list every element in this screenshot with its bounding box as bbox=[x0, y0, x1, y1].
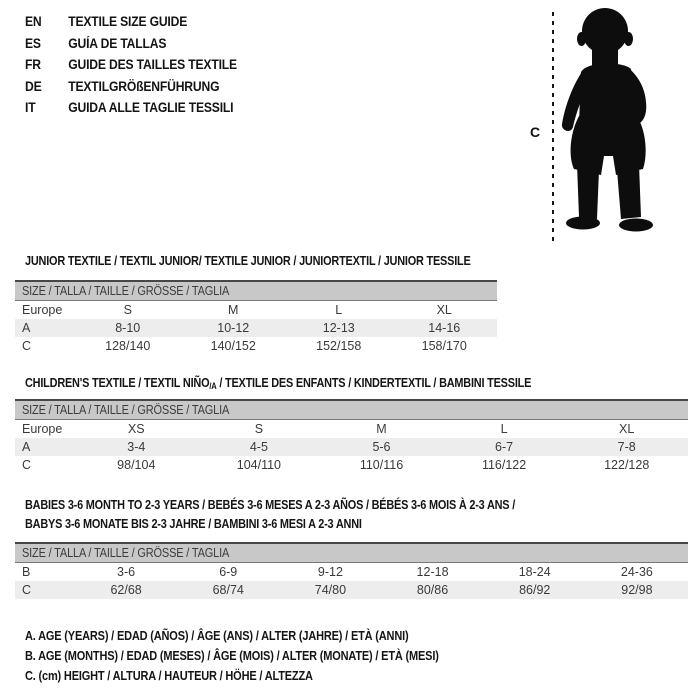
babies-section-title bbox=[25, 495, 515, 533]
height-cell: 104/110 bbox=[236, 458, 282, 472]
babies-title-line2: BABYS 3-6 MONATE BIS 2-3 JAHRE / BAMBINI 3-6 MESI A 2-3 ANNI bbox=[25, 516, 362, 531]
height-dotted-line bbox=[552, 12, 554, 243]
size-cell: XL bbox=[436, 303, 452, 317]
height-cell: 122/128 bbox=[604, 458, 650, 472]
age-cell: 14-16 bbox=[428, 321, 461, 335]
language-code: IT bbox=[25, 100, 36, 116]
babies-title-line1: BABIES 3-6 MONTH TO 2-3 YEARS / BEBÉS 3-6 MESES A 2-3 AÑOS / BÉBÉS 3-6 MOIS À 2-3 ANS / bbox=[25, 497, 516, 512]
legend-line-a: A. AGE (YEARS) / EDAD (AÑOS) / ÂGE (ANS) / ALTER (JAHRE) / ETÀ (ANNI) bbox=[25, 629, 409, 643]
row-label: C bbox=[22, 339, 32, 353]
size-cell: S bbox=[254, 422, 264, 436]
legend bbox=[25, 626, 439, 686]
language-code: DE bbox=[25, 78, 42, 94]
age-cell: 6-7 bbox=[495, 440, 514, 454]
language-code: ES bbox=[25, 35, 41, 51]
height-cell: 116/122 bbox=[481, 458, 527, 472]
row-label: A bbox=[22, 321, 31, 335]
height-cell: 62/68 bbox=[110, 583, 142, 597]
toddler-silhouette bbox=[557, 6, 661, 246]
language-row-de bbox=[25, 76, 237, 98]
size-cell: M bbox=[376, 422, 387, 436]
age-cell: 3-6 bbox=[117, 565, 136, 579]
table-row-height bbox=[15, 581, 688, 599]
table-row-age bbox=[15, 438, 688, 456]
row-label: A bbox=[22, 440, 31, 454]
size-cell: L bbox=[335, 303, 343, 317]
height-cell: 98/104 bbox=[117, 458, 156, 472]
age-cell: 4-5 bbox=[249, 440, 268, 454]
height-cell: 92/98 bbox=[621, 583, 653, 597]
language-row-it bbox=[25, 97, 237, 119]
size-header-bar bbox=[15, 399, 688, 420]
age-cell: 6-9 bbox=[219, 565, 238, 579]
row-label: B bbox=[22, 565, 31, 579]
language-row-fr bbox=[25, 54, 237, 76]
row-label: C bbox=[22, 583, 32, 597]
age-cell: 10-12 bbox=[217, 321, 250, 335]
size-cell: XS bbox=[127, 422, 145, 436]
table-row-age bbox=[15, 319, 497, 337]
height-measure-label: C bbox=[530, 124, 541, 140]
size-header-bar bbox=[15, 542, 688, 563]
children-title-rest: / TEXTILE DES ENFANTS / KINDERTEXTIL / BAMBINI TESSILE bbox=[216, 375, 532, 390]
height-cell: 74/80 bbox=[314, 583, 347, 597]
height-cell: 152/158 bbox=[316, 339, 362, 353]
height-cell: 68/74 bbox=[212, 583, 244, 597]
size-header-bar bbox=[15, 280, 497, 301]
table-row-age-months bbox=[15, 563, 688, 581]
height-cell: 110/116 bbox=[359, 458, 404, 472]
language-label: TEXTILGRÖßENFÜHRUNG bbox=[68, 78, 220, 94]
height-cell: 80/86 bbox=[416, 583, 449, 597]
table-row-height bbox=[15, 337, 497, 355]
language-row-es bbox=[25, 33, 237, 55]
age-cell: 7-8 bbox=[617, 440, 636, 454]
age-cell: 8-10 bbox=[115, 321, 141, 335]
size-header-label: SIZE / TALLA / TAILLE / GRÖSSE / TAGLIA bbox=[22, 546, 230, 560]
language-list bbox=[25, 11, 261, 119]
size-cell: XL bbox=[619, 422, 635, 436]
age-cell: 12-13 bbox=[322, 321, 355, 335]
row-label: Europe bbox=[22, 303, 63, 317]
age-cell: 9-12 bbox=[317, 565, 343, 579]
size-cell: M bbox=[228, 303, 239, 317]
language-code: FR bbox=[25, 57, 41, 73]
height-cell: 128/140 bbox=[105, 339, 151, 353]
legend-line-b: B. AGE (MONTHS) / EDAD (MESES) / ÂGE (MOIS) / ALTER (MONATE) / ETÀ (MESI) bbox=[25, 649, 439, 663]
junior-size-table bbox=[15, 280, 497, 355]
table-row-height bbox=[15, 456, 688, 474]
language-label: GUÍA DE TALLAS bbox=[68, 35, 167, 51]
children-title-sub: /A bbox=[209, 381, 217, 391]
age-cell: 3-4 bbox=[127, 440, 146, 454]
age-cell: 12-18 bbox=[416, 565, 449, 579]
language-label: GUIDE DES TAILLES TEXTILE bbox=[68, 57, 237, 73]
legend-line-c: C. (cm) HEIGHT / ALTURA / HAUTEUR / HÖHE / ALTEZZA bbox=[25, 669, 313, 683]
size-cell: S bbox=[123, 303, 132, 317]
table-row-europe bbox=[15, 301, 497, 319]
babies-size-table bbox=[15, 542, 688, 599]
language-label: TEXTILE SIZE GUIDE bbox=[68, 14, 188, 30]
junior-section-title: JUNIOR TEXTILE / TEXTIL JUNIOR/ TEXTILE JUNIOR / JUNIORTEXTIL / JUNIOR TESSILE bbox=[25, 253, 471, 268]
age-cell: 18-24 bbox=[518, 565, 551, 579]
children-section-title bbox=[25, 373, 531, 396]
language-code: EN bbox=[25, 14, 42, 30]
children-size-table bbox=[15, 399, 688, 474]
table-row-europe bbox=[15, 420, 688, 438]
age-cell: 24-36 bbox=[620, 565, 653, 579]
row-label: C bbox=[22, 458, 32, 472]
size-header-label: SIZE / TALLA / TAILLE / GRÖSSE / TAGLIA bbox=[22, 284, 230, 298]
age-cell: 5-6 bbox=[372, 440, 391, 454]
row-label: Europe bbox=[22, 422, 63, 436]
height-cell: 158/170 bbox=[421, 339, 467, 353]
size-cell: L bbox=[500, 422, 508, 436]
size-header-label: SIZE / TALLA / TAILLE / GRÖSSE / TAGLIA bbox=[22, 403, 230, 417]
language-label: GUIDA ALLE TAGLIE TESSILI bbox=[68, 100, 234, 116]
language-row-en bbox=[25, 11, 237, 33]
height-cell: 140/152 bbox=[210, 339, 256, 353]
children-title-main: CHILDREN'S TEXTILE / TEXTIL NIÑO bbox=[25, 375, 210, 390]
height-cell: 86/92 bbox=[519, 583, 551, 597]
